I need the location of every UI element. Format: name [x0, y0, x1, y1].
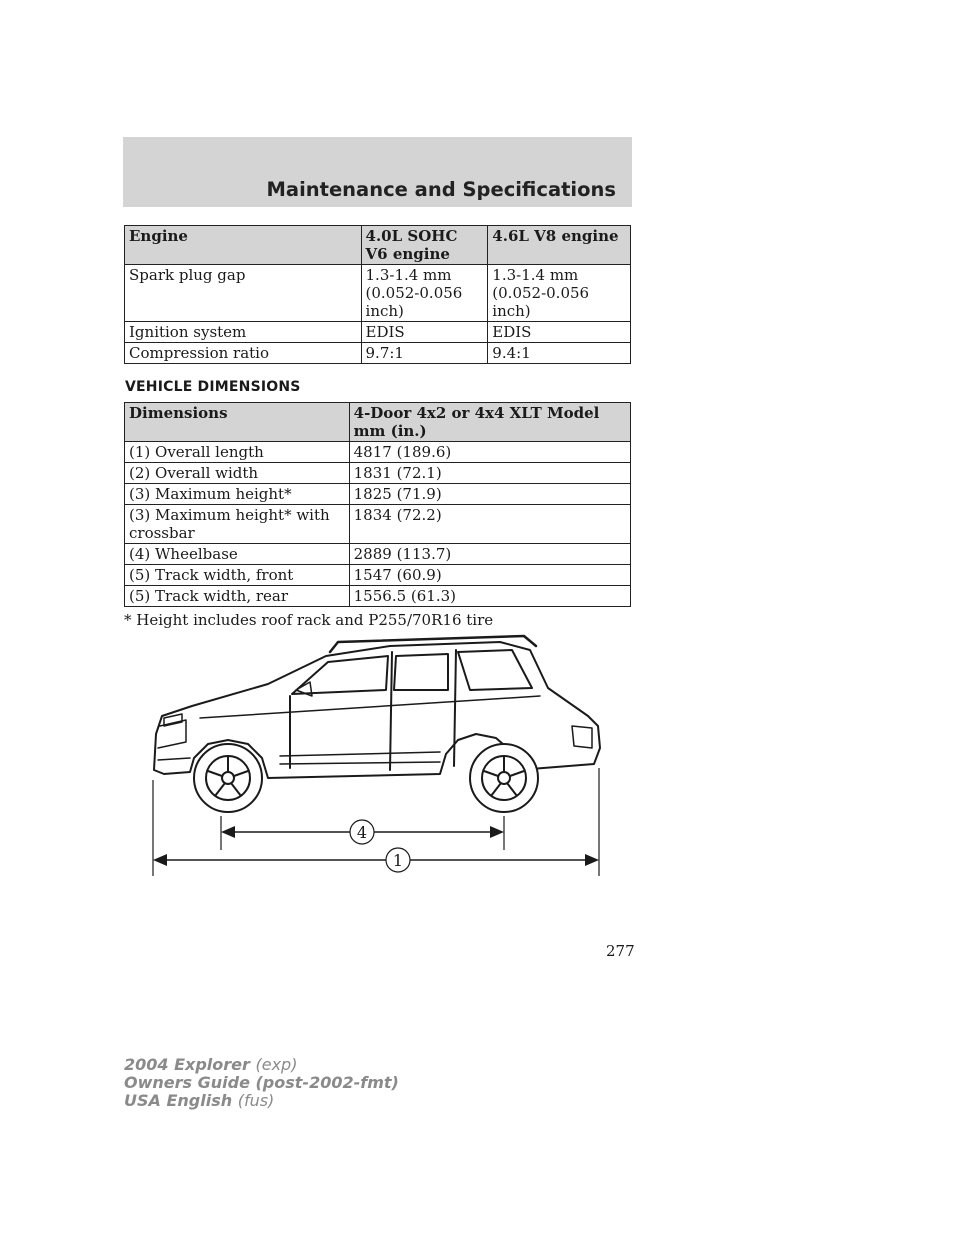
header-cell: 4-Door 4x2 or 4x4 XLT Model mm (in.) [349, 403, 630, 442]
table-cell: (5) Track width, front [125, 565, 350, 586]
header-cell: 4.0L SOHC V6 engine [361, 226, 488, 265]
table-cell: 1547 (60.9) [349, 565, 630, 586]
table-cell: EDIS [361, 322, 488, 343]
table-cell: Compression ratio [125, 343, 362, 364]
window-front [292, 656, 388, 694]
header-cell: Dimensions [125, 403, 350, 442]
grille [158, 720, 190, 760]
table-row [125, 484, 631, 505]
window-quarter [458, 650, 532, 690]
footer-language-code: (fus) [237, 1091, 275, 1110]
table-cell: 1.3-1.4 mm (0.052-0.056 inch) [361, 265, 488, 322]
table-cell: (2) Overall width [125, 463, 350, 484]
page-number: 277 [606, 942, 635, 960]
table-row [125, 322, 631, 343]
table-row [125, 544, 631, 565]
table-cell: (5) Track width, rear [125, 586, 350, 607]
dimensions-table [124, 402, 631, 607]
window-rear-door [394, 654, 448, 690]
table-row [125, 586, 631, 607]
table-cell: 1556.5 (61.3) [349, 586, 630, 607]
table-cell: 1834 (72.2) [349, 505, 630, 544]
section-heading: VEHICLE DIMENSIONS [125, 379, 301, 395]
table-row [125, 505, 631, 544]
wheelbase-dimension [221, 820, 504, 844]
header-cell: 4.6L V8 engine [488, 226, 631, 265]
vehicle-dimension-figure [140, 630, 610, 880]
table-cell: 1831 (72.1) [349, 463, 630, 484]
table-cell: Spark plug gap [125, 265, 362, 322]
table-cell: 1.3-1.4 mm (0.052-0.056 inch) [488, 265, 631, 322]
rear-wheel [470, 744, 538, 812]
beltline [200, 696, 540, 718]
table-cell: 4817 (189.6) [349, 442, 630, 463]
footer-model-code: (exp) [255, 1055, 298, 1074]
overall-length-dimension [153, 848, 599, 872]
table-row [125, 442, 631, 463]
table-row [125, 463, 631, 484]
footer-language: USA English [124, 1091, 233, 1110]
table-header-row [125, 403, 631, 442]
table-cell: 2889 (113.7) [349, 544, 630, 565]
engine-spec-table [124, 225, 631, 364]
table-cell: Ignition system [125, 322, 362, 343]
rear-lamp [572, 726, 592, 748]
front-wheel [194, 744, 262, 812]
wheelbase-label: 4 [356, 823, 368, 842]
footnote: * Height includes roof rack and P255/70R16 tire [124, 611, 494, 629]
length-label: 1 [392, 851, 404, 870]
table-row [125, 265, 631, 322]
table-cell: 1825 (71.9) [349, 484, 630, 505]
footer-model: 2004 Explorer [124, 1055, 250, 1074]
table-cell: (1) Overall length [125, 442, 350, 463]
table-cell: EDIS [488, 322, 631, 343]
lower-cladding [280, 752, 440, 764]
footer-guide: Owners Guide (post-2002-fmt) [124, 1073, 399, 1092]
header-cell: Engine [125, 226, 362, 265]
table-cell: 9.7:1 [361, 343, 488, 364]
header-band [123, 137, 632, 207]
table-row [125, 565, 631, 586]
table-cell: 9.4:1 [488, 343, 631, 364]
footer [124, 1056, 399, 1110]
table-row [125, 343, 631, 364]
page-title: Maintenance and Specifications [266, 178, 616, 201]
table-cell: (3) Maximum height* with crossbar [125, 505, 350, 544]
table-cell: (4) Wheelbase [125, 544, 350, 565]
table-header-row [125, 226, 631, 265]
table-cell: (3) Maximum height* [125, 484, 350, 505]
